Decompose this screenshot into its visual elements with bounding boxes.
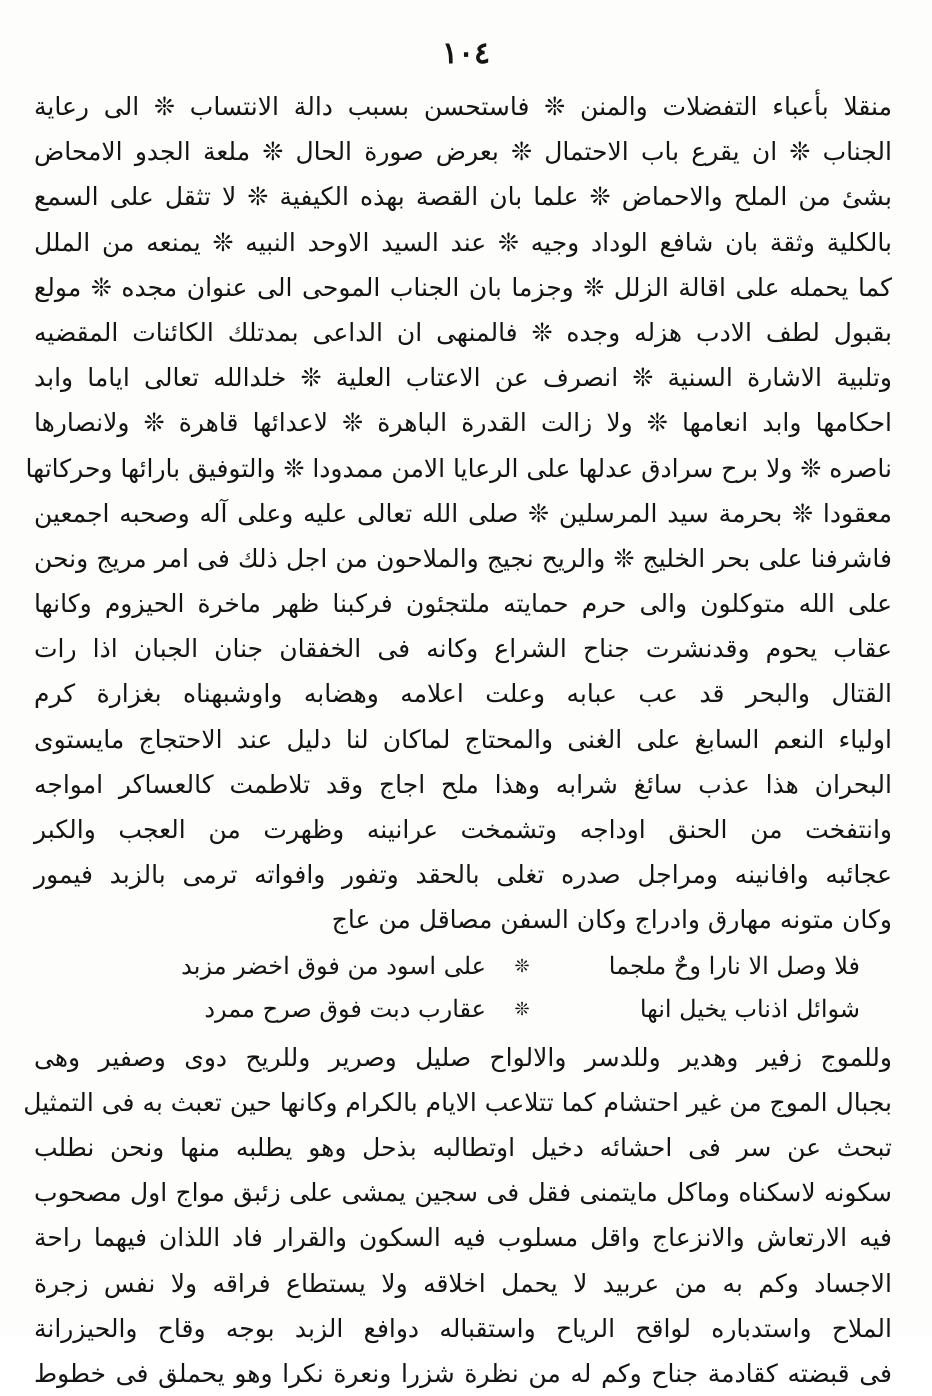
text-line: معقودا ❊ بحرمة سيد المرسلين ❊ صلى الله تعالى عليه وعلى آله وصحبه اجمعين xyxy=(34,498,892,528)
text-line: اولياء النعم السابغ على الغنى والمحتاج لماكان لنا دليل عند الاحتجاج مايستوى xyxy=(34,724,892,754)
verse-separator-icon: ❊ xyxy=(514,998,530,1020)
text-line: فيه الارتعاش والانزعاج واقل مسلوب فيه السكون والقرار فاد اللذان فيهما راحة xyxy=(34,1223,892,1253)
text-line: احكامها وابد انعامها ❊ ولا زالت القدرة الباهرة ❊ لاعدائها قاهرة ❊ ولانصارها xyxy=(34,408,892,438)
text-line: بجبال الموج من غير احتشام كما تتلاعب الايام بالكرام وكانها حين تعبث به فى التمثيل xyxy=(23,1087,892,1117)
text-line: بقبول لطف الادب هزله وجده ❊ فالمنهى ان الداعى بمدتلك الكائنات المقضيه xyxy=(34,317,892,347)
prose-after-verse xyxy=(23,1035,892,1396)
text-line: وللموج زفير وهدير وللدسر والالواح صليل وصرير وللريح دوى وصفير وهى xyxy=(34,1042,892,1072)
page-body-text xyxy=(23,84,893,1396)
text-line: وكان متونه مهارق وادراج وكان السفن مصاقل من عاج xyxy=(331,905,892,935)
verse-first-hemistich: شوائل اذناب يخيل انها xyxy=(639,994,860,1023)
verse-second-hemistich: على اسود من فوق اخضر مزبد xyxy=(181,951,486,980)
verse-line xyxy=(34,945,892,988)
text-line: كما يحمله على اقالة الزلل ❊ وجزما بان الجناب الموحى الى عنوان مجده ❊ مولع xyxy=(34,272,893,302)
verse-second-hemistich: عقارب دبت فوق صرح ممرد xyxy=(204,994,486,1023)
text-line: ناصره ❊ ولا برح سرادق عدلها على الرعايا الامن ممدودا ❊ والتوفيق بارائها وحركاتها xyxy=(25,453,892,483)
text-line: وتلبية الاشارة السنية ❊ انصرف عن الاعتاب العلية ❊ خلدالله تعالى اياما وابد xyxy=(34,363,892,393)
text-line: فى قبضته كقادمة جناح وكم له من نظرة شزرا ونعرة نكرا وهو يحملق فى خطوط xyxy=(34,1358,892,1388)
page-number: ١٠٤ xyxy=(441,36,491,71)
text-line: الجناب ❊ ان يقرع باب الاحتمال ❊ بعرض صورة الحال ❊ ملعة الجدو الامحاض xyxy=(34,137,892,167)
text-line: فاشرفنا على بحر الخليج ❊ والريح نجيج والملاحون من اجل ذلك فى امر مريج ونحن xyxy=(34,543,892,573)
verse-line xyxy=(34,988,892,1031)
text-line: منقلا بأعباء التفضلات والمنن ❊ فاستحسن بسبب دالة الانتساب ❊ الى رعاية xyxy=(34,92,892,121)
text-line: على الله متوكلون والى حرم حمايته ملتجئون فركبنا ظهر ماخرة الحيزوم وكانها xyxy=(34,589,892,619)
text-line: الاجساد وكم به من عربيد لا يحمل اخلاقه ولا يستطاع فراقه ولا نفس زجرة xyxy=(34,1268,892,1298)
text-line: بشىٔ من الملح والاحماض ❊ علما بان القصة بهذه الكيفية ❊ لا تثقل على السمع xyxy=(34,182,892,212)
prose-before-verse xyxy=(25,84,893,943)
text-line: القتال والبحر قد عب عبابه وعلت اعلامه وهضابه واوشبهناه بغزارة كرم xyxy=(34,679,892,709)
text-line: بالكلية وثقة بان شافع الوداد وجيه ❊ عند السيد الاوحد النبيه ❊ يمنعه من الملل xyxy=(34,227,892,257)
text-line: عجائبه وافانينه ومراجل صدره تغلى بالحقد وتفور وافواته ترمى بالزبد فيمور xyxy=(34,860,892,890)
text-line: تبحث عن سر فى احشائه دخيل اوتطالبه بذحل وهو يطلبه منها ونحن نطلب xyxy=(34,1132,892,1162)
text-line: عقاب يحوم وقدنشرت جناح الشراع وكانه فى الخفقان جنان الجبان اذا رات xyxy=(34,634,892,664)
text-line: وانتفخت من الحنق اوداجه وتشمخت عرانينه وظهرت من العجب والكبر xyxy=(34,815,892,844)
poem-verses xyxy=(34,945,892,1031)
verse-separator-icon: ❊ xyxy=(514,955,530,977)
text-line: سكونه لاسكناه وماكل مايتمنى فقل فى سجين يمشى على زئبق مواج اول مصحوب xyxy=(34,1178,892,1208)
verse-first-hemistich: فلا وصل الا نارا وحٌ ملجما xyxy=(608,951,860,980)
text-line: البحران هذا عذب سائغ شرابه وهذا ملح اجاج وقد تلاطمت كالعساكر امواجه xyxy=(34,769,892,799)
text-line: الملاح واستدباره لواقح الرياح واستقباله دوافع الزبد بوجه وقاح والحيزرانة xyxy=(34,1313,892,1343)
